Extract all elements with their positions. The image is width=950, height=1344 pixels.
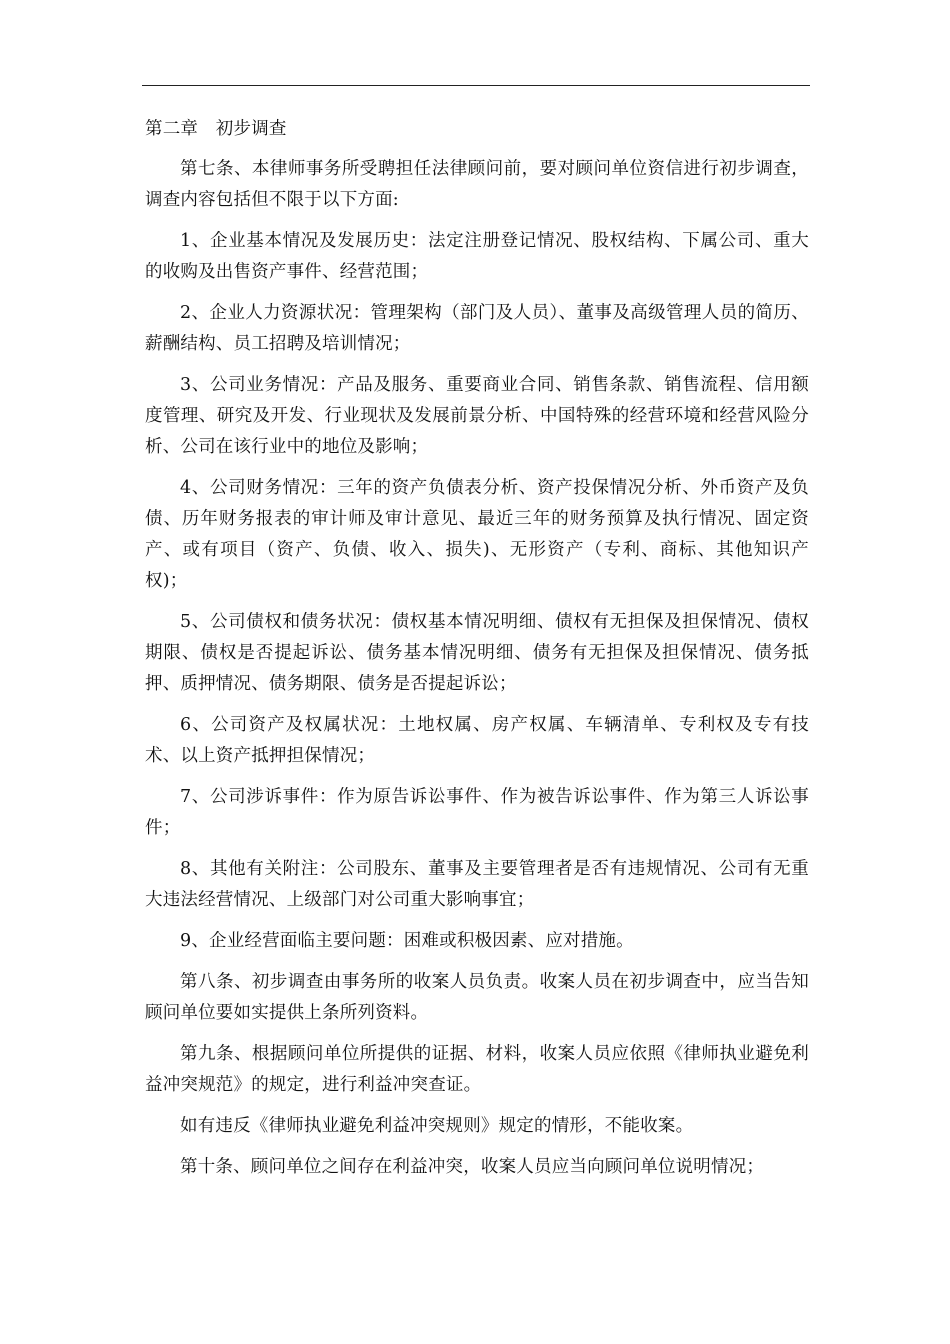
list-item-1: 1、企业基本情况及发展历史：法定注册登记情况、股权结构、下属公司、重大的收购及出售资产事件、经营范围； — [145, 231, 809, 282]
list-item-9: 9、企业经营面临主要问题：困难或积极因素、应对措施。 — [180, 931, 634, 951]
header-rule — [142, 85, 810, 86]
list-item-6: 6、公司资产及权属状况：土地权属、房产权属、车辆清单、专利权及专有技术、以上资产抵押担保情况； — [145, 715, 809, 766]
chapter-heading: 第二章 初步调查 — [145, 119, 287, 139]
list-item-8: 8、其他有关附注：公司股东、董事及主要管理者是否有违规情况、公司有无重大违法经营情况、上级部门对公司重大影响事宜； — [145, 859, 809, 910]
list-item-3: 3、公司业务情况：产品及服务、重要商业合同、销售条款、销售流程、信用额度管理、研究及开发、行业现状及发展前景分析、中国特殊的经营环境和经营风险分析、公司在该行业中的地位及影响； — [145, 375, 809, 457]
list-item-4: 4、公司财务情况：三年的资产负债表分析、资产投保情况分析、外币资产及负债、历年财务报表的审计师及审计意见、最近三年的财务预算及执行情况、固定资产、或有项目（资产、负债、收入、损失)、无形资产（专利、商标、其他知识产权)； — [145, 478, 809, 591]
list-item-5: 5、公司债权和债务状况：债权基本情况明细、债权有无担保及担保情况、债权期限、债权是否提起诉讼、债务基本情况明细、债务有无担保及担保情况、债务抵押、质押情况、债务期限、债务是否提起诉讼； — [145, 612, 809, 694]
document-body — [145, 114, 809, 1193]
article-9-note: 如有违反《律师执业避免利益冲突规则》规定的情形，不能收案。 — [180, 1116, 694, 1136]
article-10: 第十条、顾问单位之间存在利益冲突，收案人员应当向顾问单位说明情况； — [180, 1157, 765, 1177]
article-9: 第九条、根据顾问单位所提供的证据、材料，收案人员应依照《律师执业避免利益冲突规范》的规定，进行利益冲突查证。 — [145, 1044, 809, 1095]
article-8: 第八条、初步调查由事务所的收案人员负责。收案人员在初步调查中，应当告知顾问单位要如实提供上条所列资料。 — [145, 972, 809, 1023]
list-item-7: 7、公司涉诉事件：作为原告诉讼事件、作为被告诉讼事件、作为第三人诉讼事件； — [145, 787, 809, 838]
list-item-2: 2、企业人力资源状况：管理架构（部门及人员）、董事及高级管理人员的简历、薪酬结构、员工招聘及培训情况； — [145, 303, 809, 354]
article-7-intro: 第七条、本律师事务所受聘担任法律顾问前，要对顾问单位资信进行初步调查，调查内容包括但不限于以下方面: — [145, 159, 809, 210]
